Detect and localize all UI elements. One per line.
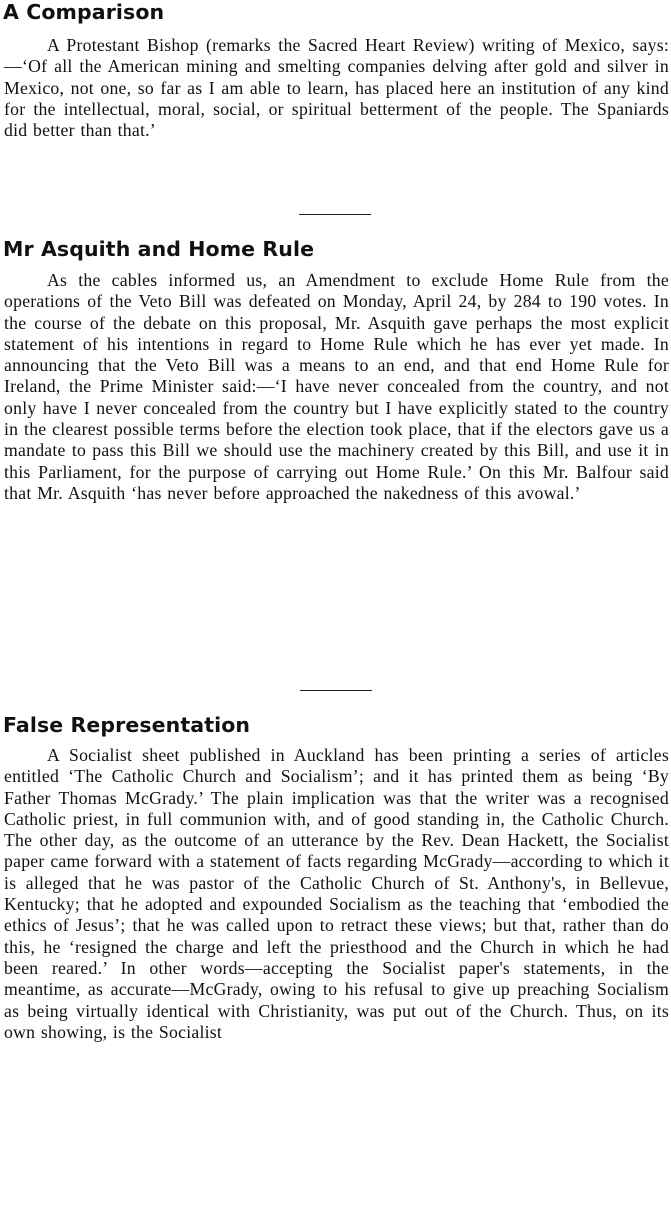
article-body: As the cables informed us, an Amendment to exclude Home Rule from the operations of the Veto Bill was defeated on Monday, April 24, by 284 to 190 votes. In the course of the debate on this proposal, Mr. Asquith gave perhaps the most explicit statement of his intentions in regard to Home Rule which he has ever yet made. In announcing that the Veto Bill was a means to an end, and that end Home Rule for Ireland, the Prime Minister said:—‘I have never concealed from the country, and not only have I never concealed from the country but I have explicitly stated to the country in the clearest possible terms before the election took place, that if the electors gave us a mandate to pass this Bill we should use the machinery created by this Bill, and use it in this Parliament, for the purpose of carrying out Home Rule.’ On this Mr. Balfour said that Mr. Asquith ‘has never before approached the nakedness of this avowal.’ xyxy=(4,270,669,503)
section-divider xyxy=(299,214,371,215)
article-body: A Protestant Bishop (remarks the Sacred Heart Review) writing of Mexico, says:—‘Of all the American mining and smelting companies delving after gold and silver in Mexico, not one, so far as I am able to learn, has placed here an institution of any kind for the intellectual, moral, social, or spiritual betterment of the people. The Spaniards did better than that.’ xyxy=(4,35,669,141)
article-a-comparison xyxy=(0,0,671,141)
article-asquith-home-rule xyxy=(0,237,671,504)
article-heading: A Comparison xyxy=(3,0,165,24)
article-heading: Mr Asquith and Home Rule xyxy=(3,237,315,261)
section-divider xyxy=(300,690,372,691)
article-body: A Socialist sheet published in Auckland has been printing a series of articles entitled ‘The Catholic Church and Socialism’; and it has printed them as being ‘By Father Thomas McGrady.’ The plain implication was that the writer was a recognised Catholic priest, in full communion with, and of good standing in, the Catholic Church. The other day, as the outcome of an utterance by the Rev. Dean Hackett, the Socialist paper came forward with a statement of facts regarding McGrady—according to which it is alleged that he was pastor of the Catholic Church of St. Anthony's, in Bellevue, Kentucky; that he adopted and expounded Socialism as the teaching that ‘embodied the ethics of Jesus’; that he was called upon to retract these views; but that, rather than do this, he ‘resigned the charge and left the priesthood and the Church in which he had been reared.’ In other words—accepting the Socialist paper's statements, in the meantime, as accurate—McGrady, owing to his refusal to give up preaching Socialism as being virtually identical with Christianity, was put out of the Church. Thus, on its own showing, is the Socialist xyxy=(4,745,669,1042)
article-heading: False Representation xyxy=(3,713,251,737)
article-false-representation xyxy=(0,713,671,1043)
